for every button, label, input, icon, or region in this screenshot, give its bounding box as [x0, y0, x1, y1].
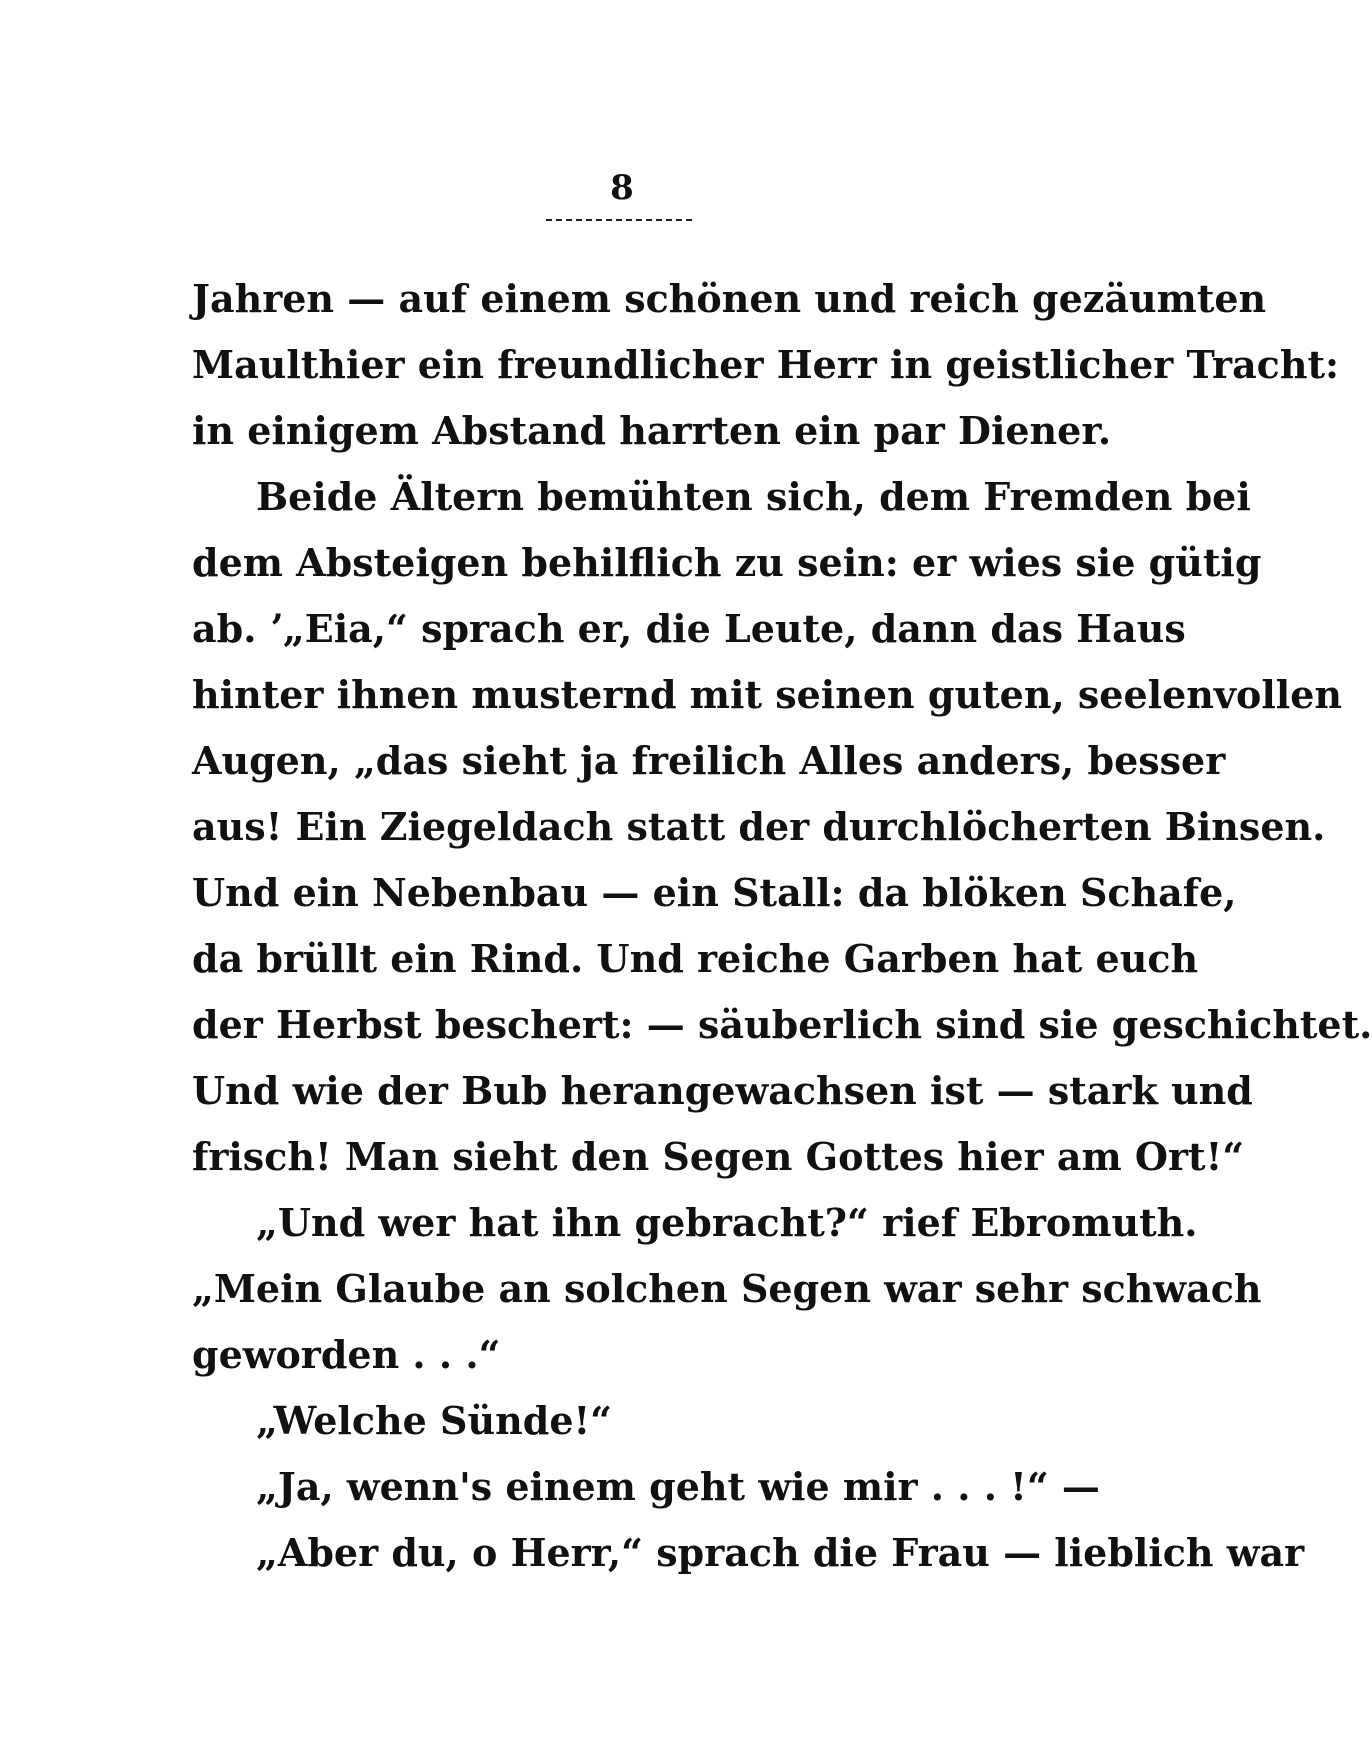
text-line: Beide Ältern bemühten sich, dem Fremden bei — [256, 474, 1251, 519]
text-line: frisch! Man sieht den Segen Gottes hier am Ort!“ — [192, 1134, 1245, 1179]
text-line: Augen, „das sieht ja freilich Alles anders, besser — [192, 738, 1226, 783]
text-line: in einigem Abstand harrten ein par Diener. — [192, 408, 1112, 453]
text-line: aus! Ein Ziegeldach statt der durchlöcherten Binsen. — [192, 804, 1326, 849]
text-line: „Ja, wenn's einem geht wie mir . . . !“ — — [256, 1464, 1100, 1509]
text-line: hinter ihnen musternd mit seinen guten, seelenvollen — [192, 672, 1343, 717]
text-line: Und wie der Bub herangewachsen ist — stark und — [192, 1068, 1253, 1113]
text-line: „Aber du, o Herr,“ sprach die Frau — lieblich war — [256, 1530, 1305, 1575]
text-line: da brüllt ein Rind. Und reiche Garben hat euch — [192, 936, 1199, 981]
page-number-rule — [546, 219, 692, 221]
text-line: „Mein Glaube an solchen Segen war sehr schwach — [192, 1266, 1262, 1311]
text-line: ab. ʼ„Eia,“ sprach er, die Leute, dann das Haus — [192, 606, 1186, 651]
text-line: Maulthier ein freundlicher Herr in geistlicher Tracht: — [192, 342, 1340, 387]
text-line: „Welche Sünde!“ — [256, 1398, 613, 1443]
text-line: der Herbst beschert: — säuberlich sind sie geschichtet. — [192, 1002, 1372, 1047]
text-line: geworden . . .“ — [192, 1332, 501, 1377]
text-line: „Und wer hat ihn gebracht?“ rief Ebromuth. — [256, 1200, 1198, 1245]
text-line: dem Absteigen behilflich zu sein: er wies sie gütig — [192, 540, 1262, 585]
text-line: Und ein Nebenbau — ein Stall: da blöken Schafe, — [192, 870, 1237, 915]
body-text — [192, 266, 1372, 1586]
text-line: Jahren — auf einem schönen und reich gezäumten — [192, 276, 1267, 321]
page-number: 8 — [610, 168, 635, 208]
